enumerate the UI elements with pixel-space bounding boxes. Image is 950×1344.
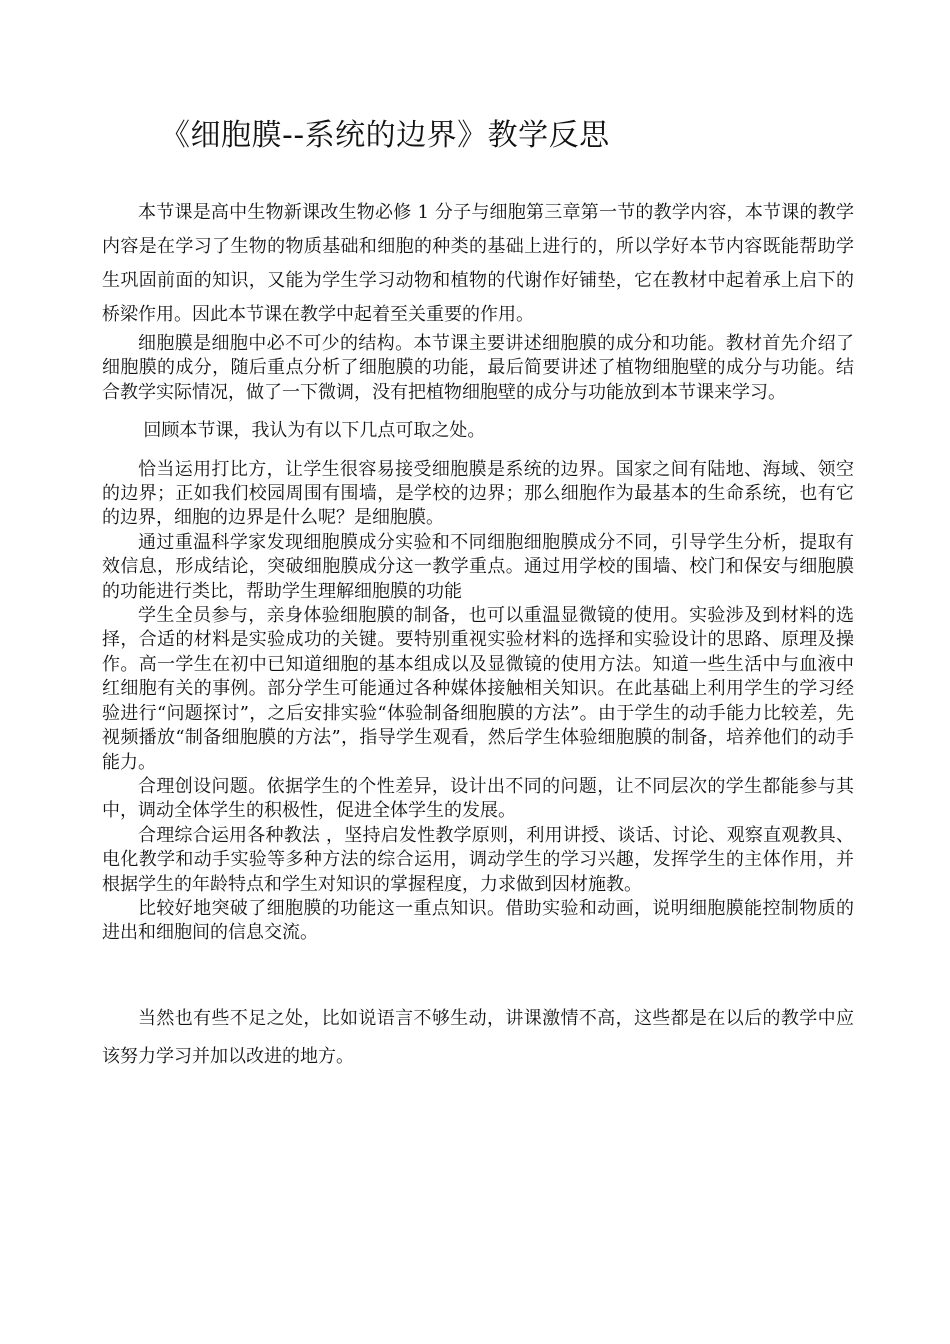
paragraph-intro: 本节课是高中生物新课改生物必修 1 分子与细胞第三章第一节的教学内容，本节课的教学内容是在学习了生物的物质基础和细胞的种类的基础上进行的，所以学好本节内容既能帮助学生巩固前面的知识，又能为学生学习动物和植物的代谢作好铺垫，它在教材中起着承上启下的桥梁作用。因此本节课在教学中起着至关重要的作用。 [102, 202, 854, 325]
paragraph-questions: 合理创设问题。依据学生的个性差异，设计出不同的问题，让不同层次的学生都能参与其中，调动全体学生的积极性，促进全体学生的发展。 [102, 775, 854, 822]
paragraph-shortcomings: 当然也有些不足之处，比如说语言不够生动，讲课激情不高，这些都是在以后的教学中应该努力学习并加以改进的地方。 [102, 1007, 854, 1067]
paragraph-analogy: 恰当运用打比方，让学生很容易接受细胞膜是系统的边界。国家之间有陆地、海域、领空的边界；正如我们校园周围有围墙，是学校的边界；那么细胞作为最基本的生命系统，也有它的边界，细胞的边界是什么呢？是细胞膜。 [102, 458, 854, 529]
paragraph-key-point: 比较好地突破了细胞膜的功能这一重点知识。借助实验和动画，说明细胞膜能控制物质的进出和细胞间的信息交流。 [102, 897, 854, 944]
paragraph-methods: 合理综合运用各种教法 ，坚持启发性教学原则，利用讲授、谈话、讨论、观察直观教具、电化教学和动手实验等多种方法的综合运用，调动学生的学习兴趣，发挥学生的主体作用，并根据学生的年龄特点和学生对知识的掌握程度，力求做到因材施教。 [102, 824, 854, 895]
paragraph-experiment-recap: 通过重温科学家发现细胞膜成分实验和不同细胞细胞膜成分不同，引导学生分析，提取有效信息，形成结论，突破细胞膜成分这一教学重点。通过用学校的围墙、校门和保安与细胞膜的功能进行类比，帮助学生理解细胞膜的功能 [102, 531, 854, 602]
paragraph-participation: 学生全员参与，亲身体验细胞膜的制备，也可以重温显微镜的使用。实验涉及到材料的选择，合适的材料是实验成功的关键。要特别重视实验材料的选择和实验设计的思路、原理及操作。高一学生在初中已知道细胞的基本组成以及显微镜的使用方法。知道一些生活中与血液中红细胞有关的事例。部分学生可能通过各种媒体接触相关知识。在此基础上利用学生的学习经验进行“问题探讨”，之后安排实验“体验制备细胞膜的方法”。由于学生的动手能力比较差，先视频播放“制备细胞膜的方法”，指导学生观看，然后学生体验细胞膜的制备，培养他们的动手能力。 [102, 605, 854, 773]
document-title: 《细胞膜--系统的边界》教学反思 [160, 118, 610, 153]
document-body [102, 196, 854, 1076]
paragraph-structure: 细胞膜是细胞中必不可少的结构。本节课主要讲述细胞膜的成分和功能。教材首先介绍了细胞膜的成分，随后重点分析了细胞膜的功能，最后简要讲述了植物细胞壁的成分与功能。结合教学实际情况，做了一下微调，没有把植物细胞壁的成分与功能放到本节课来学习。 [102, 333, 854, 403]
paragraph-review: 回顾本节课，我认为有以下几点可取之处。 [143, 420, 486, 442]
